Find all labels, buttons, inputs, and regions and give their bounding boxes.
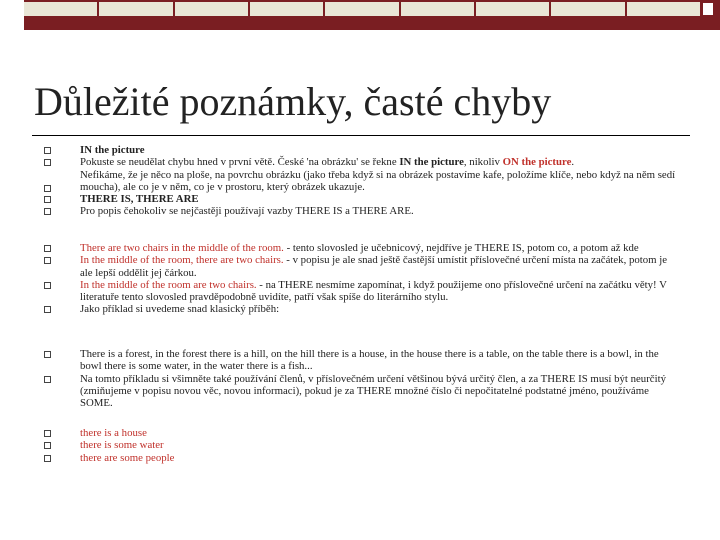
top-bar-end-cell — [702, 2, 714, 16]
bullet-text-highlight: In the middle of the room, there are two chairs. — [80, 254, 284, 267]
bullet-text: - v popisu je ale snad ještě častější umístit příslovečné určení místa na začátek, potom je ale lepší oddělit jej čárkou. — [80, 254, 668, 279]
top-decorative-bar — [24, 0, 720, 32]
bullet-group-story — [44, 348, 676, 409]
bullet-item — [44, 254, 676, 279]
square-bullet-icon — [44, 257, 51, 264]
square-bullet-icon — [44, 430, 51, 437]
bullet-group-examples — [44, 427, 676, 464]
bullet-item — [44, 279, 676, 304]
top-bar-cells — [24, 2, 714, 16]
bullet-text: Jako příklad si uvedeme snad klasický příběh: — [80, 303, 280, 316]
bullet-text: Nefikáme, že je něco na ploše, na povrchu obrázku (jako třeba když si na obrázek postavíme kafe, položíme klíče, nebo když na něm sedí moucha), ale co je v něm, co je v prostoru, který obrázek ukazuje. — [80, 168, 676, 193]
top-bar-cell — [24, 2, 97, 16]
slide-title: Důležité poznámky, časté chyby — [34, 79, 552, 124]
bullet-text: , nikoliv — [463, 156, 503, 169]
bullet-text-highlight: In the middle of the room are two chairs. — [80, 278, 257, 291]
bullet-text: Pokuste se neudělat chybu hned v první větě. České 'na obrázku' se řekne — [80, 156, 400, 169]
square-bullet-icon — [44, 159, 51, 166]
square-bullet-icon — [44, 455, 51, 462]
bullet-item — [44, 242, 676, 254]
square-bullet-icon — [44, 306, 51, 313]
bullet-text: - na THERE nesmíme zapomínat, i když použijeme ono příslovečné určení na začátku věty! V literatuře tento slovosled pravděpodobně uvidíte, patří však spíše do literárního stylu. — [80, 278, 667, 304]
bullet-text: - tento slovosled je učebnicový, nejdříve je THERE IS, potom co, a potom až kde — [283, 242, 639, 254]
bullet-item — [44, 303, 676, 315]
bullet-item — [44, 452, 676, 464]
bullet-group-word-order — [44, 242, 676, 316]
square-bullet-icon — [44, 208, 51, 215]
top-bar-cell — [99, 2, 172, 16]
top-bar-cell — [250, 2, 323, 16]
top-bar-cell — [551, 2, 624, 16]
top-bar-cell — [325, 2, 398, 16]
bullet-text: Pro popis čehokoliv se nejčastěji používají vazby THERE IS a THERE ARE. — [80, 205, 414, 218]
top-bar-cell — [476, 2, 549, 16]
top-bar-cell — [401, 2, 474, 16]
square-bullet-icon — [44, 282, 51, 289]
square-bullet-icon — [44, 196, 51, 203]
bullet-group-there-is — [44, 144, 676, 218]
bullet-text: . — [571, 156, 575, 169]
square-bullet-icon — [44, 351, 51, 358]
bullet-text: IN the picture — [80, 144, 145, 156]
bullet-text: There is a forest, in the forest there is a hill, on the hill there is a house, in the house there is a table, on the table there is a bowl, in the bowl there is some water, in the water there is a fish... — [80, 348, 659, 373]
bullet-text-highlight: there are some people — [80, 451, 175, 464]
bullet-text: Na tomto příkladu si všimněte také používání členů, v příslovečném určení většinou bývá určitý člen, a za THERE IS musí být neurčitý (zmiňujeme v popisu novou věc, novou informaci), pokud je za THERE množné číslo či nepočitatelné podstatné jméno, používáme SOME. — [80, 372, 666, 410]
bullet-text-highlight: there is a house — [80, 427, 147, 439]
bullet-text-highlight: There are two chairs in the middle of the room. — [80, 242, 284, 254]
square-bullet-icon — [44, 185, 51, 192]
square-bullet-icon — [44, 442, 51, 449]
bullet-item — [44, 144, 676, 156]
bullet-text-highlight: there is some water — [80, 439, 164, 452]
top-bar-cell — [175, 2, 248, 16]
bullet-text-bold: IN the picture — [399, 156, 464, 169]
bullet-item — [44, 348, 676, 373]
bullet-item — [44, 439, 676, 451]
bullet-text-highlight: ON the picture — [502, 156, 572, 169]
bullet-text: THERE IS, THERE ARE — [80, 193, 199, 206]
top-bar-cell — [627, 2, 700, 16]
bullet-item — [44, 373, 676, 410]
square-bullet-icon — [44, 245, 51, 252]
bullet-item — [44, 156, 676, 168]
bullet-item — [44, 169, 676, 194]
bullet-item — [44, 205, 676, 217]
title-divider — [32, 135, 690, 136]
bullet-item — [44, 193, 676, 205]
square-bullet-icon — [44, 147, 51, 154]
square-bullet-icon — [44, 376, 51, 383]
bullet-item — [44, 427, 676, 439]
